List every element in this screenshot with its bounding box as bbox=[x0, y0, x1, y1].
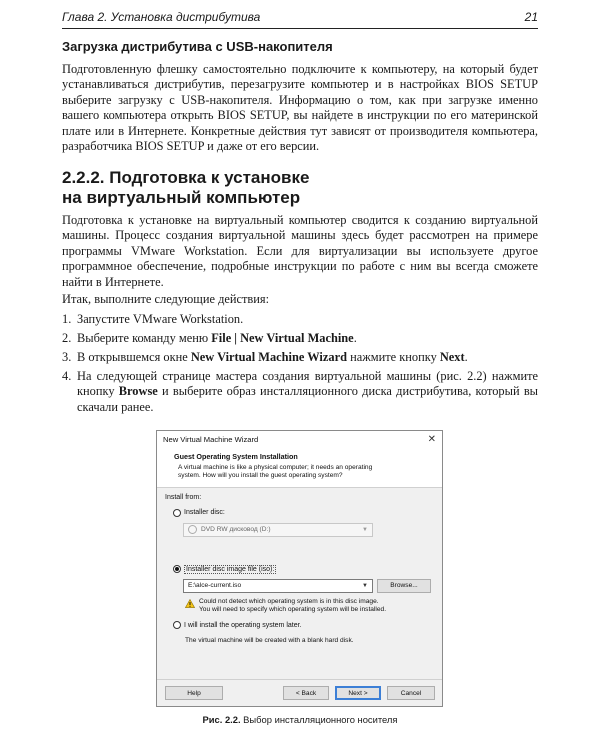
dialog-body bbox=[157, 488, 442, 644]
back-button[interactable]: < Back bbox=[283, 686, 329, 700]
vm-section-title bbox=[62, 168, 309, 208]
dialog-heading: Guest Operating System Installation bbox=[174, 452, 298, 461]
vm-section-title-line2: на виртуальный компьютер bbox=[62, 188, 301, 207]
disc-drive-select[interactable]: DVD RW дисковод (D:) ▼ bbox=[183, 523, 373, 537]
cancel-button[interactable]: Cancel bbox=[387, 686, 435, 700]
install-from-label: Install from: bbox=[165, 493, 202, 501]
install-later-note: The virtual machine will be created with a blank hard disk. bbox=[185, 637, 354, 644]
warning-message: Could not detect which operating system is in this disc image. You will need to specify which operating system will be installed. bbox=[185, 598, 434, 615]
page-number: 21 bbox=[524, 10, 538, 24]
next-button[interactable]: Next > bbox=[335, 686, 381, 700]
dialog-footer bbox=[157, 679, 442, 706]
radio-selected-icon bbox=[173, 565, 181, 573]
usb-paragraph: Подготовленную флешку самостоятельно подключите к компьютеру, на который будет устанавливаться дистрибутив, перезагрузите компьютер и в настройках BIOS SETUP выберите загрузку с USB-накопителя. Информацию о том, как при загрузке именно вашего компьютера открыть BIOS SETUP, вы найдете в инструкции по его материнской плате или в Интернете. Конкретные действия тут зависят от производителя компьютера, разработчика BIOS SETUP и даже от его версии. bbox=[62, 62, 538, 154]
install-later-radio[interactable] bbox=[173, 621, 434, 629]
steps-intro: Итак, выполните следующие действия: bbox=[62, 292, 270, 306]
installer-image-radio[interactable] bbox=[173, 565, 434, 574]
steps-list bbox=[62, 312, 538, 418]
radio-icon bbox=[173, 621, 181, 629]
chapter-title: Глава 2. Установка дистрибутива bbox=[62, 10, 261, 24]
chevron-down-icon: ▼ bbox=[362, 582, 368, 589]
list-item bbox=[62, 369, 538, 415]
dialog-header bbox=[157, 448, 442, 488]
dialog-title: New Virtual Machine Wizard bbox=[163, 435, 259, 444]
new-vm-wizard-dialog bbox=[156, 430, 443, 707]
step-number: 4. bbox=[62, 368, 72, 383]
vm-section-title-line1: 2.2.2. Подготовка к установке bbox=[62, 168, 310, 187]
list-item bbox=[62, 331, 538, 346]
step-number: 1. bbox=[62, 312, 72, 326]
figure-caption-text: Выбор инсталляционного носителя bbox=[240, 714, 398, 725]
chevron-down-icon: ▼ bbox=[362, 526, 368, 533]
step-text: Выберите команду меню File | New Virtual Machine. bbox=[77, 330, 357, 345]
radio-icon bbox=[173, 509, 181, 517]
step-text: На следующей странице мастера создания виртуальной машины (рис. 2.2) нажмите кнопку Browse и выберите образ инсталляционного диска дистрибутива, который вы скачали ранее. bbox=[77, 368, 538, 414]
step-text: Запустите VMware Workstation. bbox=[77, 312, 244, 326]
usb-section-title: Загрузка дистрибутива с USB-накопителя bbox=[62, 39, 333, 54]
iso-path-input[interactable]: E:\alce-current.iso ▼ bbox=[183, 579, 373, 593]
install-later-label: I will install the operating system later. bbox=[184, 621, 302, 629]
running-head bbox=[62, 10, 538, 29]
iso-row bbox=[183, 579, 434, 593]
dialog-titlebar bbox=[157, 431, 442, 448]
help-button[interactable]: Help bbox=[165, 686, 223, 700]
figure-label: Рис. 2.2. bbox=[202, 714, 241, 725]
installer-disc-label: Installer disc: bbox=[184, 509, 225, 517]
step-number: 2. bbox=[62, 330, 72, 345]
step-text: В открывшемся окне New Virtual Machine Wizard нажмите кнопку Next. bbox=[77, 349, 468, 364]
step-number: 3. bbox=[62, 349, 72, 364]
close-icon[interactable]: ✕ bbox=[427, 433, 436, 445]
list-item bbox=[62, 350, 538, 365]
warning-icon bbox=[185, 599, 195, 608]
figure-caption bbox=[0, 714, 600, 725]
installer-image-label: Installer disc image file (iso): bbox=[186, 565, 275, 573]
disc-icon bbox=[188, 525, 197, 534]
browse-button[interactable]: Browse... bbox=[377, 579, 431, 593]
dialog-description: A virtual machine is like a physical computer; it needs an operating system. How will you install the guest operating system? bbox=[178, 464, 373, 480]
vm-paragraph: Подготовка к установке на виртуальный компьютер сводится к созданию виртуальной машины. Процесс создания виртуальной машины здесь будет рассмотрен на примере программы VMware Workstation. Если для виртуализации вы используете другое программное обеспечение, подробные инструкции по работе с ним вы всегда сможете найти в Интернете. bbox=[62, 213, 538, 289]
list-item bbox=[62, 312, 538, 327]
installer-disc-radio[interactable] bbox=[173, 509, 434, 517]
